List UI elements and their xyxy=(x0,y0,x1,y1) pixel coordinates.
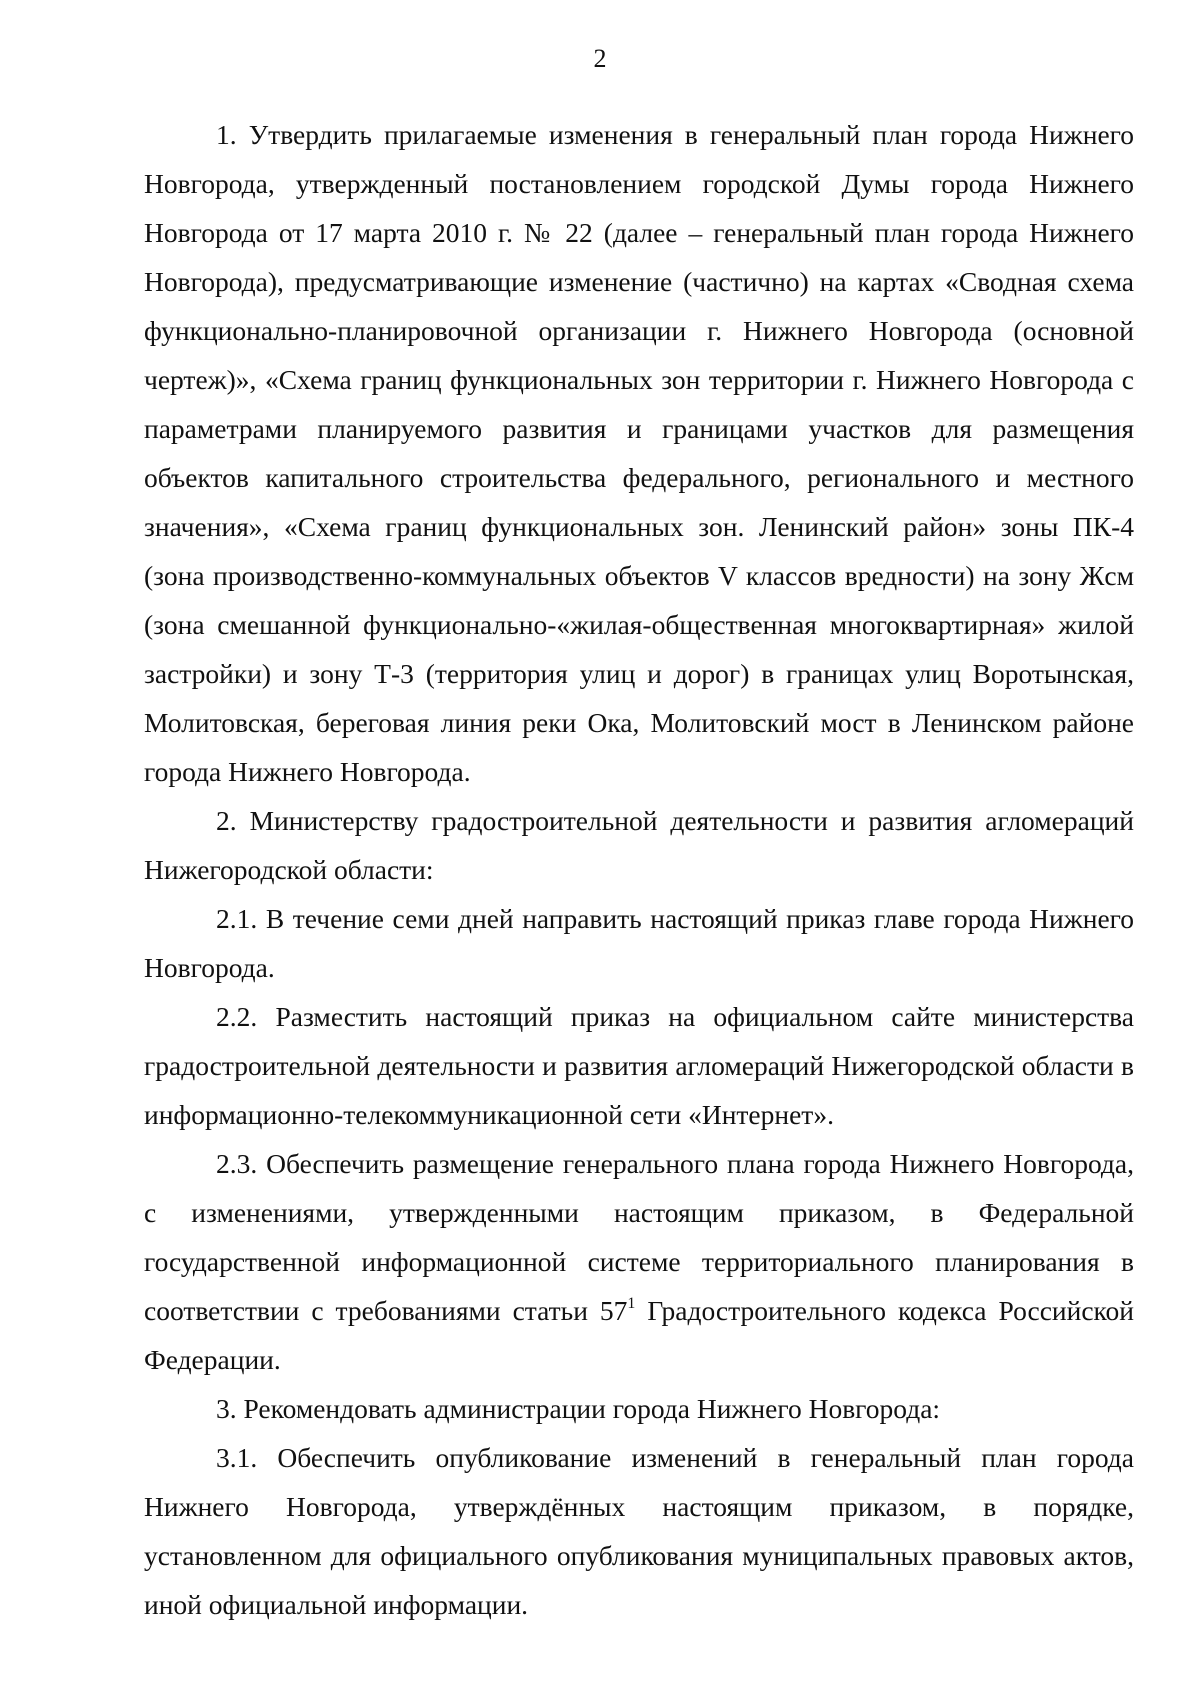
paragraph-2: 2. Министерству градостроительной деятельности и развития агломераций Нижегородской области: xyxy=(144,805,1134,885)
paragraph-2-3-text-before: 2.3. Обеспечить размещение генерального плана города Нижнего Новгорода, с изменениями, утвержденными настоящим приказом, в Федеральной государственной информационной системе территориального планирования в соответствии с требованиями статьи 57 xyxy=(144,1148,1134,1326)
document-body xyxy=(144,110,1134,1629)
page-number: 2 xyxy=(593,44,607,73)
paragraph-2-2: 2.2. Разместить настоящий приказ на официальном сайте министерства градостроительной деятельности и развития агломераций Нижегородской области в информационно-телекоммуникационной сети «Интернет». xyxy=(144,1001,1134,1130)
paragraph-2-1: 2.1. В течение семи дней направить настоящий приказ главе города Нижнего Новгорода. xyxy=(144,903,1134,983)
paragraph-3-1: 3.1. Обеспечить опубликование изменений в генеральный план города Нижнего Новгорода, утверждённых настоящим приказом, в порядке, установленном для официального опубликования муниципальных правовых актов, иной официальной информации. xyxy=(144,1442,1134,1620)
paragraph-1: 1. Утвердить прилагаемые изменения в генеральный план города Нижнего Новгорода, утвержденный постановлением городской Думы города Нижнего Новгорода от 17 марта 2010 г. № 22 (далее – генеральный план города Нижнего Новгорода), предусматривающие изменение (частично) на картах «Сводная схема функционально-планировочной организации г. Нижнего Новгорода (основной чертеж)», «Схема границ функциональных зон территории г. Нижнего Новгорода с параметрами планируемого развития и границами участков для размещения объектов капитального строительства федерального, регионального и местного значения», «Схема границ функциональных зон. Ленинский район» зоны ПК-4 (зона производственно-коммунальных объектов V классов вредности) на зону Жсм (зона смешанной функционально-«жилая-общественная многоквартирная» жилой застройки) и зону Т-3 (территория улиц и дорог) в границах улиц Воротынская, Молитовская, береговая линия реки Ока, Молитовский мост в Ленинском районе города Нижнего Новгорода. xyxy=(144,119,1134,787)
paragraph-2-3-text-after: Градостроительного кодекса Российской Федерации. xyxy=(144,1295,1134,1375)
article-superscript: 1 xyxy=(627,1295,636,1312)
paragraph-3: 3. Рекомендовать администрации города Нижнего Новгорода: xyxy=(216,1393,941,1424)
paragraph-2-3 xyxy=(144,1139,1134,1384)
